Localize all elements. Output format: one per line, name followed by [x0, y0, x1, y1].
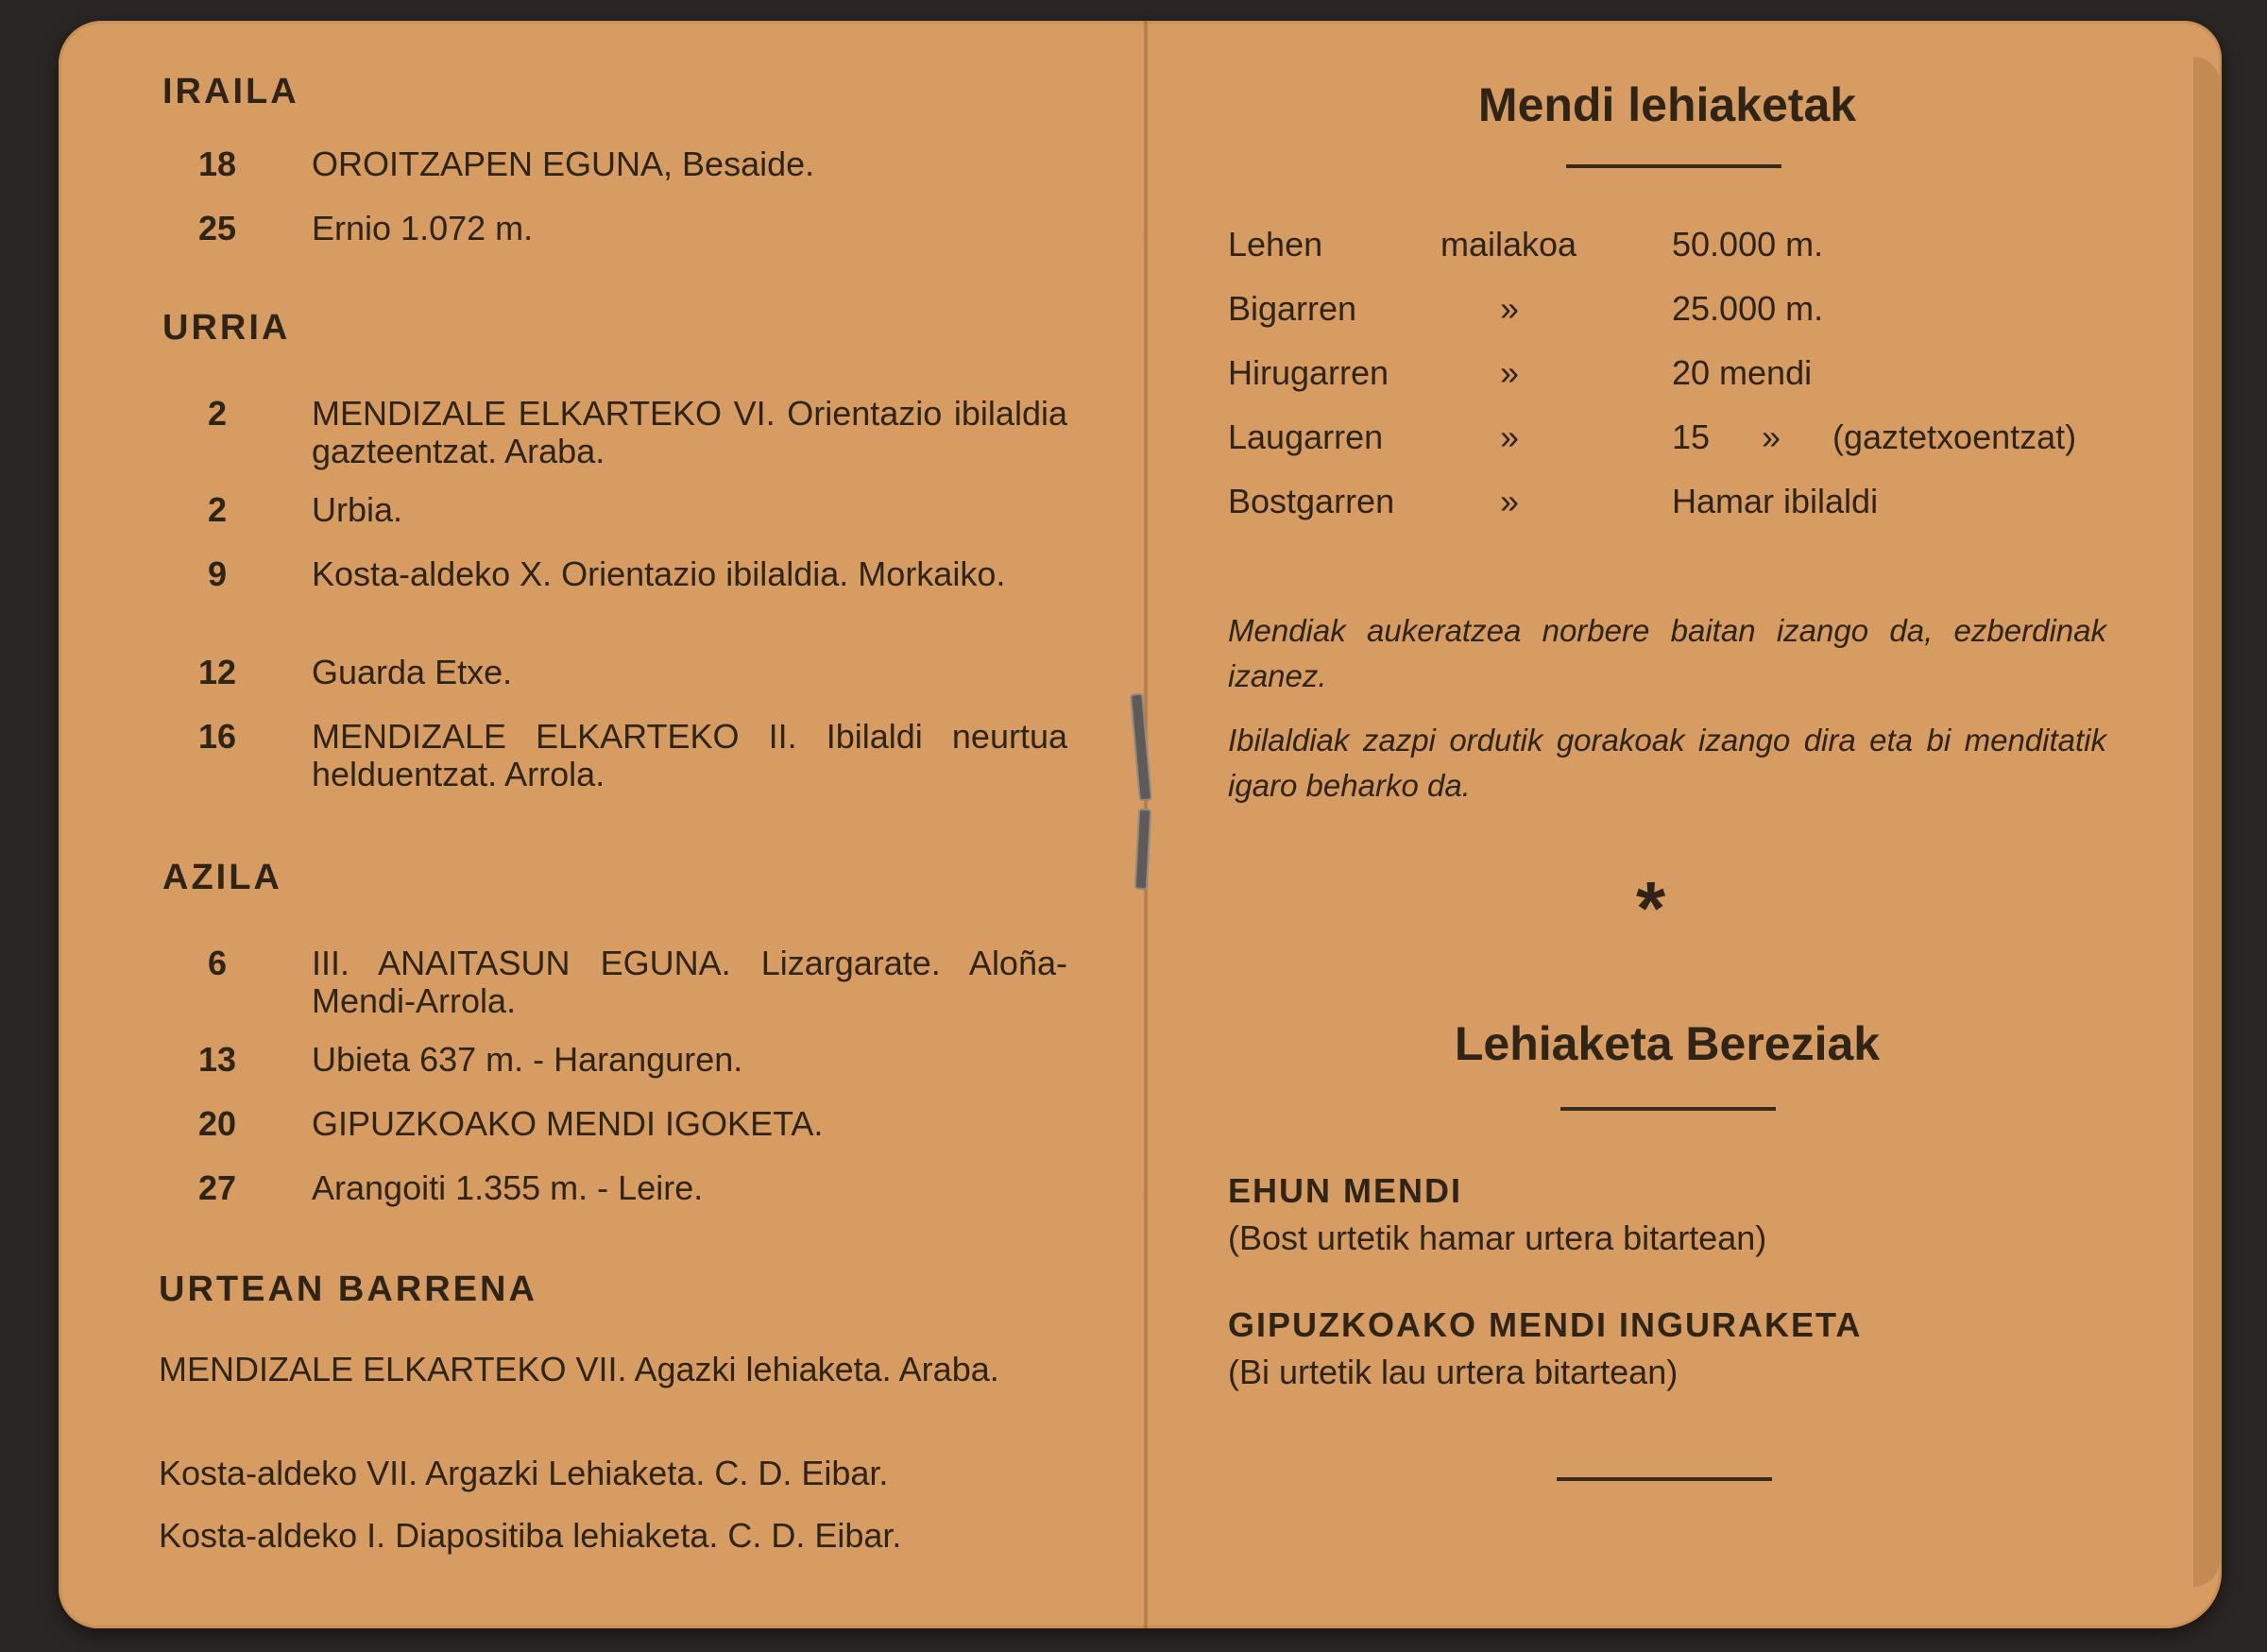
special-name: EHUN MENDI — [1228, 1171, 1463, 1210]
entry-text: MENDIZALE ELKARTEKO II. Ibilaldi neurtua helduentzat. Arrola. — [312, 717, 1067, 793]
entry-day: 20 — [197, 1104, 237, 1143]
entry-text: GIPUZKOAKO MENDI IGOKETA. — [312, 1104, 824, 1143]
level-name: Lehen — [1228, 225, 1323, 264]
entry-day: 2 — [207, 394, 228, 433]
level-extra: (gaztetxoentzat) — [1832, 417, 2077, 456]
level-mark: mailakoa — [1440, 225, 1577, 264]
level-amount: 25.000 m. — [1672, 289, 1824, 328]
booklet-back-edge — [2193, 57, 2220, 1587]
level-name: Hirugarren — [1228, 353, 1389, 392]
special-name: GIPUZKOAKO MENDI INGURAKETA — [1228, 1305, 1863, 1344]
heading-urtean-barrena: URTEAN BARRENA — [159, 1269, 537, 1309]
entry-text: OROITZAPEN EGUNA, Besaide. — [312, 145, 815, 183]
right-page — [1181, 62, 2182, 1592]
level-row — [1228, 417, 2154, 482]
entry-day: 2 — [207, 490, 228, 529]
level-amount: 50.000 m. — [1672, 225, 1824, 264]
level-name: Bostgarren — [1228, 482, 1395, 520]
level-name: Laugarren — [1228, 417, 1384, 456]
entry-day: 13 — [197, 1040, 237, 1079]
special-title: Lehiaketa Bereziak — [1454, 1017, 1881, 1070]
entry-text: III. ANAITASUN EGUNA. Lizargarate. Aloña-Mendi-Arrola. — [312, 944, 1067, 1020]
level-mark: » — [1500, 353, 1520, 392]
entry-day: 25 — [197, 209, 237, 247]
level-mark: » — [1500, 417, 1520, 456]
entry-text: MENDIZALE ELKARTEKO VI. Orientazio ibilaldia gazteentzat. Araba. — [312, 394, 1067, 470]
level-row — [1228, 353, 2154, 417]
asterisk-ornament: * — [1636, 866, 1666, 950]
levels-table — [1228, 225, 2154, 546]
entry-day: 27 — [197, 1168, 237, 1207]
entry-day: 12 — [197, 653, 237, 691]
left-page — [104, 62, 1067, 1592]
page-title: Mendi lehiaketak — [1477, 78, 1857, 131]
title-rule — [1566, 164, 1781, 168]
entry-day: 16 — [197, 717, 237, 756]
level-extra-mark: » — [1762, 417, 1781, 456]
level-mark: » — [1500, 289, 1520, 328]
entry-day: 6 — [207, 944, 228, 982]
note-paragraph: Ibilaldiak zazpi ordutik gorakoak izango dira eta bi menditatik igaro beharko da. — [1228, 723, 2106, 803]
entry-text: Ubieta 637 m. - Haranguren. — [312, 1040, 743, 1079]
entry-text: Kosta-aldeko X. Orientazio ibilaldia. Morkaiko. — [312, 554, 1006, 593]
level-row — [1228, 482, 2154, 546]
heading-iraila: IRAILA — [162, 72, 299, 111]
level-mark: » — [1500, 482, 1520, 520]
entry-text: Urbia. — [312, 490, 403, 529]
note-paragraph: Mendiak aukeratzea norbere baitan izango da, ezberdinak izanez. — [1228, 613, 2106, 693]
special-desc: (Bi urtetik lau urtera bitartean) — [1228, 1353, 1679, 1391]
year-item: Kosta-aldeko I. Diapositiba lehiaketa. C. D. Eibar. — [159, 1516, 902, 1555]
level-name: Bigarren — [1228, 289, 1357, 328]
entry-day: 18 — [197, 145, 237, 183]
heading-urria: URRIA — [162, 308, 291, 348]
level-row — [1228, 225, 2154, 289]
entry-text: Ernio 1.072 m. — [312, 209, 534, 247]
year-item: MENDIZALE ELKARTEKO VII. Agazki lehiaketa. Araba. — [159, 1350, 999, 1388]
level-row — [1228, 289, 2154, 353]
level-amount: 15 — [1672, 417, 1711, 456]
special-desc: (Bost urtetik hamar urtera bitartean) — [1228, 1218, 1767, 1257]
year-item: Kosta-aldeko VII. Argazki Lehiaketa. C. D. Eibar. — [159, 1454, 889, 1492]
bottom-rule — [1557, 1477, 1772, 1481]
level-amount: Hamar ibilaldi — [1672, 482, 1879, 520]
heading-azila: AZILA — [162, 858, 282, 897]
entry-text: Arangoiti 1.355 m. - Leire. — [312, 1168, 704, 1207]
level-amount: 20 mendi — [1672, 353, 1813, 392]
entry-day: 9 — [207, 554, 228, 593]
special-title-rule — [1560, 1107, 1776, 1111]
entry-text: Guarda Etxe. — [312, 653, 513, 691]
